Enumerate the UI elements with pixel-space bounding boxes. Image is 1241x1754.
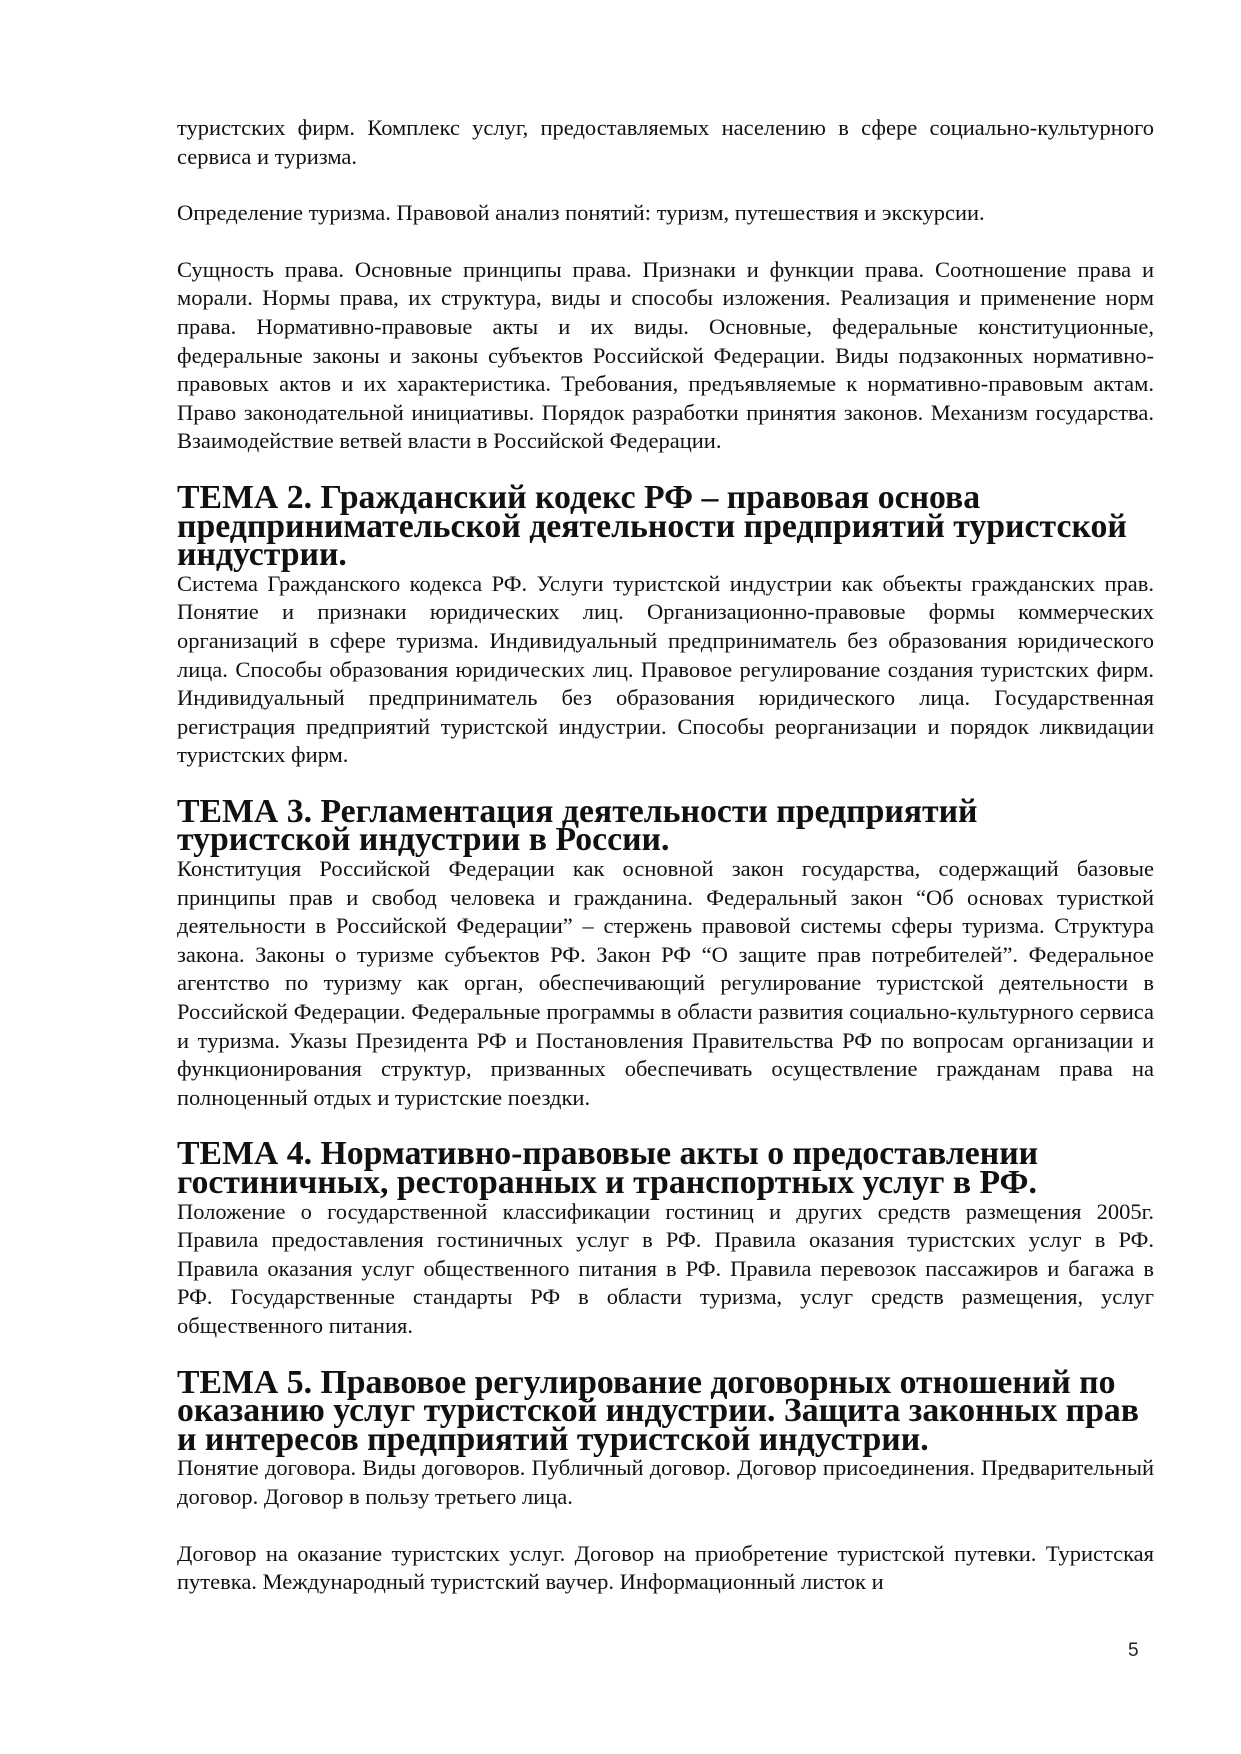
paragraph-intro-3: Сущность права. Основные принципы права. Признаки и функции права. Соотношение права и морали. Нормы права, их структура, виды и способы изложения. Реализация и применение норм права. Нормативно-правовые акты и их виды. Основные, федеральные конституционные, федеральные законы и законы субъектов Российской Федерации. Виды подзаконных нормативно-правовых актов и их характеристика. Требования, предъявляемые к нормативно-правовым актам. Право законодательной инициативы. Порядок разработки принятия законов. Механизм государства. Взаимодействие ветвей власти в Российской Федерации.: [177, 256, 1154, 454]
section-heading: ТЕМА 5. Правовое регулирование договорных отношений по оказанию услуг туристской индустрии. Защита законных прав и интересов предприятий туристской индустрии.: [177, 1363, 1139, 1458]
section-heading: ТЕМА 2. Гражданский кодекс РФ – правовая основа предпринимательской деятельности предприятий туристской индустрии.: [177, 478, 1127, 574]
paragraph-intro-1: туристских фирм. Комплекс услуг, предоставляемых населению в сфере социально-культурного сервиса и туризма.: [177, 115, 1154, 169]
section-paragraph: Понятие договора. Виды договоров. Публичный договор. Договор присоединения. Предварительный договор. Договор в пользу третьего лица.: [177, 1455, 1154, 1509]
document-page: [177, 114, 1154, 1625]
section-heading: ТЕМА 4. Нормативно-правовые акты о предоставлении гостиничных, ресторанных и транспортных услуг в РФ.: [177, 1135, 1039, 1201]
paragraph-intro-2: Определение туризма. Правовой анализ понятий: туризм, путешествия и экскурсии.: [177, 200, 985, 226]
section-paragraph: Положение о государственной классификации гостиниц и других средств размещения 2005г. Правила предоставления гостиничных услуг в РФ. Правила оказания туристских услуг в РФ. Правила оказания услуг общественного питания в РФ. Правила перевозок пассажиров и багажа в РФ. Государственные стандарты РФ в области туризма, услуг средств размещения, услуг общественного питания.: [177, 1198, 1154, 1338]
paragraph-closing: Договор на оказание туристских услуг. Договор на приобретение туристской путевки. Туристская путевка. Международный туристский ваучер. Информационный листок и: [177, 1540, 1154, 1595]
page-number: 5: [1128, 1640, 1139, 1661]
section-tema-2: [177, 478, 1154, 770]
section-paragraph: Система Гражданского кодекса РФ. Услуги туристской индустрии как объекты гражданских прав. Понятие и признаки юридических лиц. Организационно-правовые формы коммерческих организаций в сфере туризма. Индивидуальный предприниматель без образования юридического лица. Способы образования юридических лиц. Правовое регулирование создания туристских фирм. Индивидуальный предприниматель без образования юридического лица. Государственная регистрация предприятий туристской индустрии. Способы реорганизации и порядок ликвидации туристских фирм.: [177, 570, 1154, 768]
section-tema-4: [177, 1135, 1154, 1340]
section-paragraph: Конституция Российской Федерации как основной закон государства, содержащий базовые принципы прав и свобод человека и гражданина. Федеральный закон “Об основах туристкой деятельности в Российской Федерации” – стержень правовой системы сферы туризма. Структура закона. Законы о туризме субъектов РФ. Закон РФ “О защите прав потребителей”. Федеральное агентство по туризму как орган, обеспечивающий регулирование туристской деятельности в Российской Федерации. Федеральные программы в области развития социально-культурного сервиса и туризма. Указы Президента РФ и Постановления Правительства РФ по вопросам организации и функционирования структур, призванных обеспечивать осуществление гражданам права на полноценный отдых и туристские поездки.: [177, 856, 1154, 1110]
section-tema-5: [177, 1363, 1154, 1512]
section-tema-3: [177, 792, 1154, 1113]
section-heading: ТЕМА 3. Регламентация деятельности предприятий туристской индустрии в России.: [177, 792, 978, 859]
